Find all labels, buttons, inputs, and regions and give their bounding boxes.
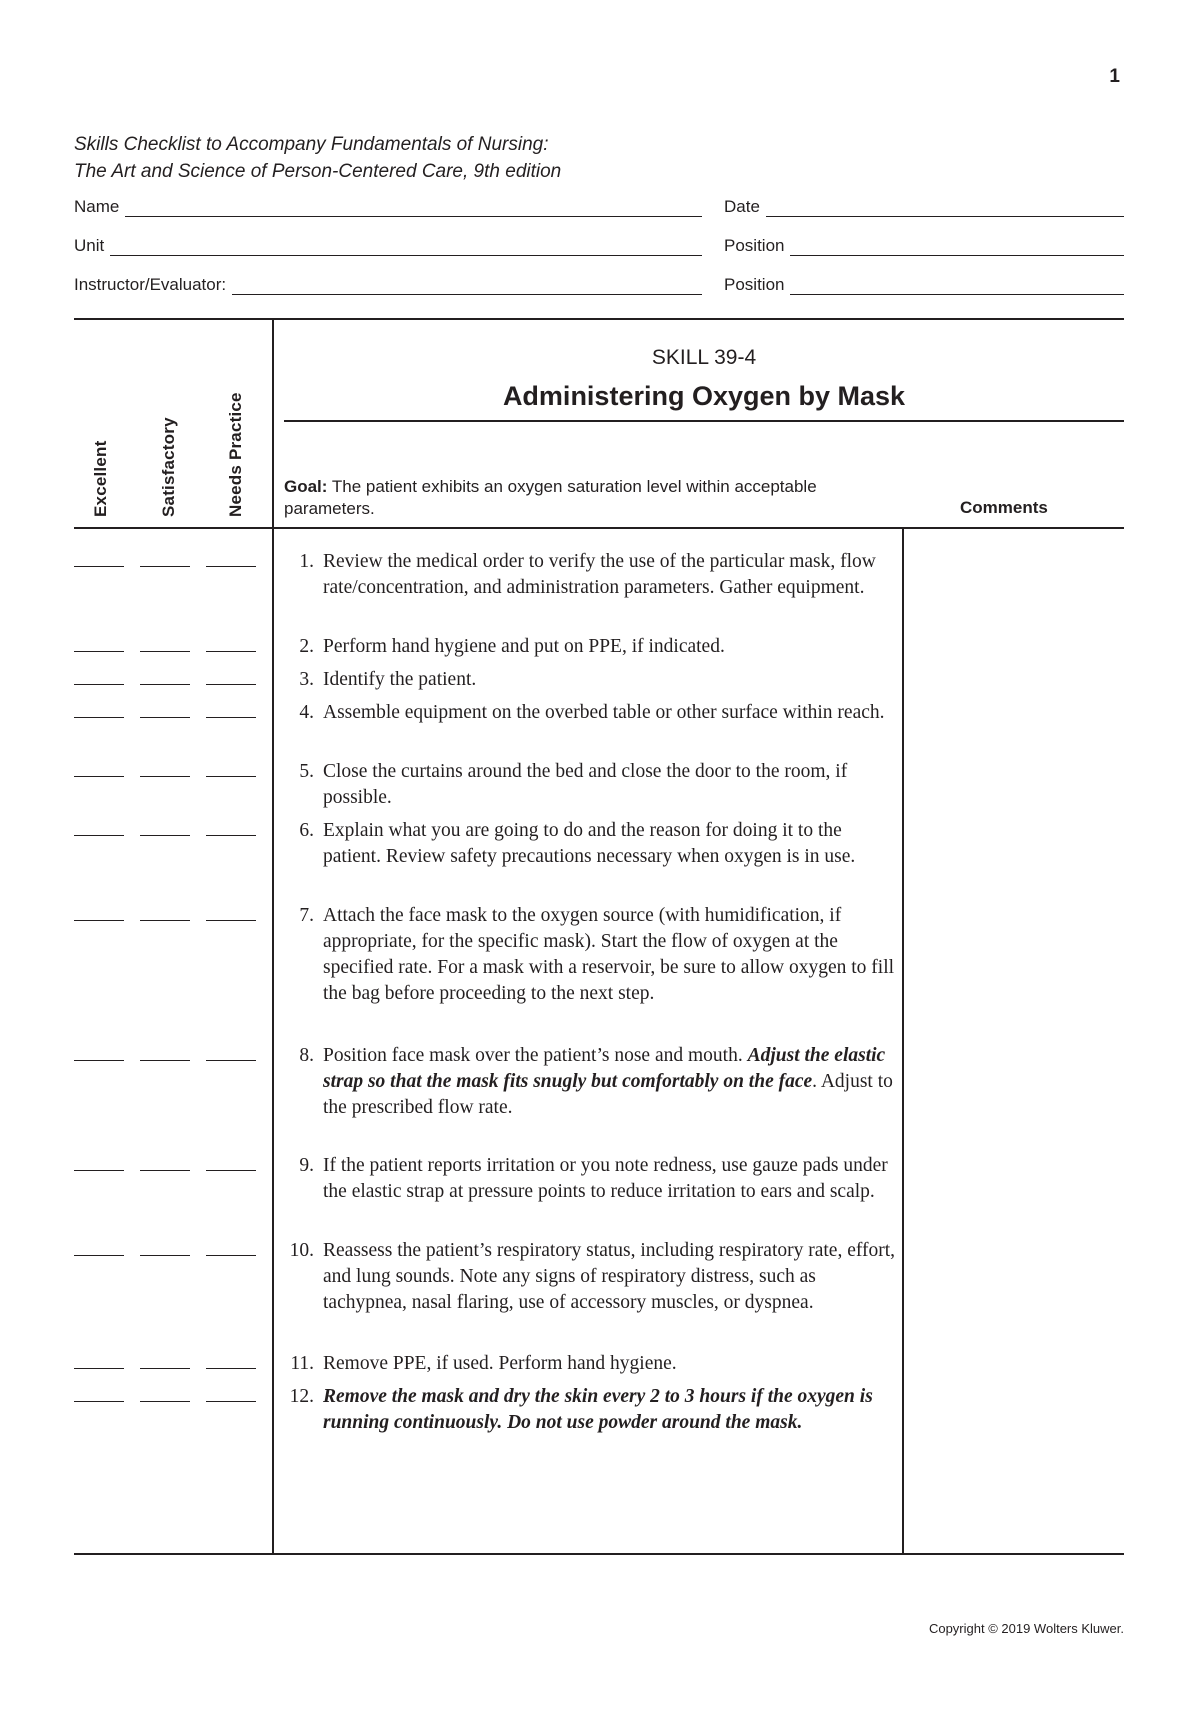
- step-8: [284, 1043, 899, 1121]
- excellent-blank[interactable]: [74, 1368, 124, 1369]
- step-text-part: . Adjust to the prescribed flow rate.: [323, 1071, 893, 1118]
- position-field-2[interactable]: [724, 273, 1124, 295]
- step-text: Identify the patient.: [323, 669, 477, 690]
- goal-label: Goal:: [284, 477, 328, 496]
- excellent-blank[interactable]: [74, 566, 124, 567]
- book-title-line-1: Skills Checklist to Accompany Fundamentals of Nursing:: [74, 134, 549, 155]
- step-number: 9.: [299, 1155, 314, 1176]
- rating-needs-practice-header: Needs Practice: [226, 392, 245, 517]
- step-text: Close the curtains around the bed and close the door to the room, if possible.: [323, 761, 848, 808]
- excellent-blank[interactable]: [74, 1060, 124, 1061]
- step-number: 8.: [299, 1045, 314, 1066]
- rating-blanks-9: [74, 1170, 256, 1172]
- table-top-rule: [74, 318, 1124, 320]
- position-line-1[interactable]: [790, 239, 1124, 256]
- needs-practice-blank[interactable]: [206, 1255, 256, 1256]
- step-text: Remove PPE, if used. Perform hand hygiene.: [323, 1353, 677, 1374]
- needs-practice-blank[interactable]: [206, 684, 256, 685]
- step-4: [284, 700, 899, 726]
- rating-blanks-10: [74, 1255, 256, 1257]
- rating-blanks-12: [74, 1401, 256, 1403]
- excellent-blank[interactable]: [74, 1255, 124, 1256]
- goal-statement: [284, 476, 874, 520]
- ratings-divider: [272, 319, 274, 1554]
- step-number: 4.: [299, 702, 314, 723]
- step-6: [284, 818, 899, 870]
- step-number: 3.: [299, 669, 314, 690]
- date-label: Date: [724, 197, 760, 216]
- needs-practice-blank[interactable]: [206, 651, 256, 652]
- step-3: [284, 667, 899, 693]
- satisfactory-blank[interactable]: [140, 776, 190, 777]
- needs-practice-blank[interactable]: [206, 835, 256, 836]
- title-rule: [284, 420, 1124, 422]
- step-number: 12.: [289, 1386, 314, 1407]
- copyright: Copyright © 2019 Wolters Kluwer.: [928, 1621, 1124, 1636]
- rating-satisfactory-header: Satisfactory: [159, 417, 178, 517]
- rating-excellent-header: Excellent: [91, 440, 110, 517]
- step-number: 7.: [299, 905, 314, 926]
- unit-label: Unit: [74, 236, 105, 255]
- rating-blanks-5: [74, 776, 256, 778]
- step-9: [284, 1153, 899, 1205]
- step-text: Assemble equipment on the overbed table or other surface within reach.: [323, 702, 885, 723]
- rating-blanks-4: [74, 717, 256, 719]
- step-1: [284, 549, 899, 601]
- step-text: Perform hand hygiene and put on PPE, if indicated.: [323, 636, 725, 657]
- satisfactory-blank[interactable]: [140, 651, 190, 652]
- instructor-label: Instructor/Evaluator:: [74, 275, 227, 294]
- rating-blanks-2: [74, 651, 256, 653]
- position-label-1: Position: [724, 236, 785, 255]
- name-field[interactable]: [74, 195, 702, 217]
- critical-step-text: Adjust the elastic strap so that the mask fits snugly but comfortably on the face: [323, 1045, 886, 1092]
- step-10: [284, 1238, 899, 1316]
- step-7: [284, 903, 899, 1007]
- step-number: 2.: [299, 636, 314, 657]
- step-text: Attach the face mask to the oxygen source (with humidification, if appropriate, for the specific mask). Start the flow of oxygen at the specified rate. For a mask with a reservoir, be sure to allow oxygen to fill the bag before proceeding to the next step.: [323, 905, 895, 1004]
- book-title-line-2: The Art and Science of Person-Centered Care, 9th edition: [74, 161, 562, 182]
- satisfactory-blank[interactable]: [140, 1368, 190, 1369]
- excellent-blank[interactable]: [74, 651, 124, 652]
- instructor-line[interactable]: [232, 278, 702, 295]
- goal-text: The patient exhibits an oxygen saturation level within acceptable parameters.: [284, 477, 817, 518]
- date-field[interactable]: [724, 195, 1124, 217]
- satisfactory-blank[interactable]: [140, 566, 190, 567]
- comments-divider: [902, 528, 904, 1554]
- satisfactory-blank[interactable]: [140, 717, 190, 718]
- needs-practice-blank[interactable]: [206, 1170, 256, 1171]
- step-text: Reassess the patient’s respiratory status, including respiratory rate, effort, and lung sounds. Note any signs of respiratory distress, such as tachypnea, nasal flaring, use of accessory muscles, or dyspnea.: [323, 1240, 896, 1313]
- excellent-blank[interactable]: [74, 717, 124, 718]
- instructor-field[interactable]: [74, 273, 702, 295]
- excellent-blank[interactable]: [74, 835, 124, 836]
- name-line[interactable]: [125, 200, 702, 217]
- position-line-2[interactable]: [790, 278, 1124, 295]
- excellent-blank[interactable]: [74, 776, 124, 777]
- satisfactory-blank[interactable]: [140, 1060, 190, 1061]
- date-line[interactable]: [766, 200, 1124, 217]
- needs-practice-blank[interactable]: [206, 1401, 256, 1402]
- name-label: Name: [74, 197, 120, 216]
- needs-practice-blank[interactable]: [206, 920, 256, 921]
- skill-title: Administering Oxygen by Mask: [502, 381, 906, 411]
- needs-practice-blank[interactable]: [206, 566, 256, 567]
- position-label-2: Position: [724, 275, 785, 294]
- satisfactory-blank[interactable]: [140, 920, 190, 921]
- needs-practice-blank[interactable]: [206, 1368, 256, 1369]
- step-2: [284, 634, 899, 660]
- satisfactory-blank[interactable]: [140, 835, 190, 836]
- book-title: [74, 131, 561, 185]
- header-bottom-rule: [74, 527, 1124, 529]
- step-text: [323, 1043, 899, 1121]
- needs-practice-blank[interactable]: [206, 717, 256, 718]
- excellent-blank[interactable]: [74, 1401, 124, 1402]
- rating-blanks-11: [74, 1368, 256, 1370]
- rating-blanks-6: [74, 835, 256, 837]
- skill-number: SKILL 39-4: [651, 346, 757, 369]
- step-number: 1.: [299, 551, 314, 572]
- position-field-1[interactable]: [724, 234, 1124, 256]
- step-number: 5.: [299, 761, 314, 782]
- needs-practice-blank[interactable]: [206, 776, 256, 777]
- needs-practice-blank[interactable]: [206, 1060, 256, 1061]
- satisfactory-blank[interactable]: [140, 1255, 190, 1256]
- step-text: If the patient reports irritation or you note redness, use gauze pads under the elastic strap at pressure points to reduce irritation to ears and scalp.: [323, 1155, 888, 1202]
- unit-field[interactable]: [74, 234, 702, 256]
- unit-line[interactable]: [110, 239, 702, 256]
- step-5: [284, 759, 899, 811]
- step-text-part: Position face mask over the patient’s nose and mouth.: [323, 1045, 748, 1066]
- critical-step-text: Remove the mask and dry the skin every 2 to 3 hours if the oxygen is running continuously. Do not use powder around the mask.: [323, 1386, 873, 1433]
- satisfactory-blank[interactable]: [140, 1401, 190, 1402]
- rating-blanks-7: [74, 920, 256, 922]
- rating-blanks-3: [74, 684, 256, 686]
- page-number: 1: [1109, 66, 1120, 87]
- step-number: 6.: [299, 820, 314, 841]
- step-text: Explain what you are going to do and the reason for doing it to the patient. Review safety precautions necessary when oxygen is in use.: [323, 820, 856, 867]
- step-text: Review the medical order to verify the use of the particular mask, flow rate/concentration, and administration parameters. Gather equipment.: [323, 551, 876, 598]
- comments-header: Comments: [960, 498, 1048, 517]
- step-number: 10.: [289, 1240, 314, 1261]
- step-number: 11.: [290, 1353, 314, 1374]
- rating-blanks-8: [74, 1060, 256, 1062]
- rating-blanks-1: [74, 566, 256, 568]
- excellent-blank[interactable]: [74, 684, 124, 685]
- satisfactory-blank[interactable]: [140, 684, 190, 685]
- excellent-blank[interactable]: [74, 920, 124, 921]
- excellent-blank[interactable]: [74, 1170, 124, 1171]
- satisfactory-blank[interactable]: [140, 1170, 190, 1171]
- step-12: [284, 1384, 899, 1436]
- step-11: [284, 1351, 899, 1377]
- table-bottom-rule: [74, 1553, 1124, 1555]
